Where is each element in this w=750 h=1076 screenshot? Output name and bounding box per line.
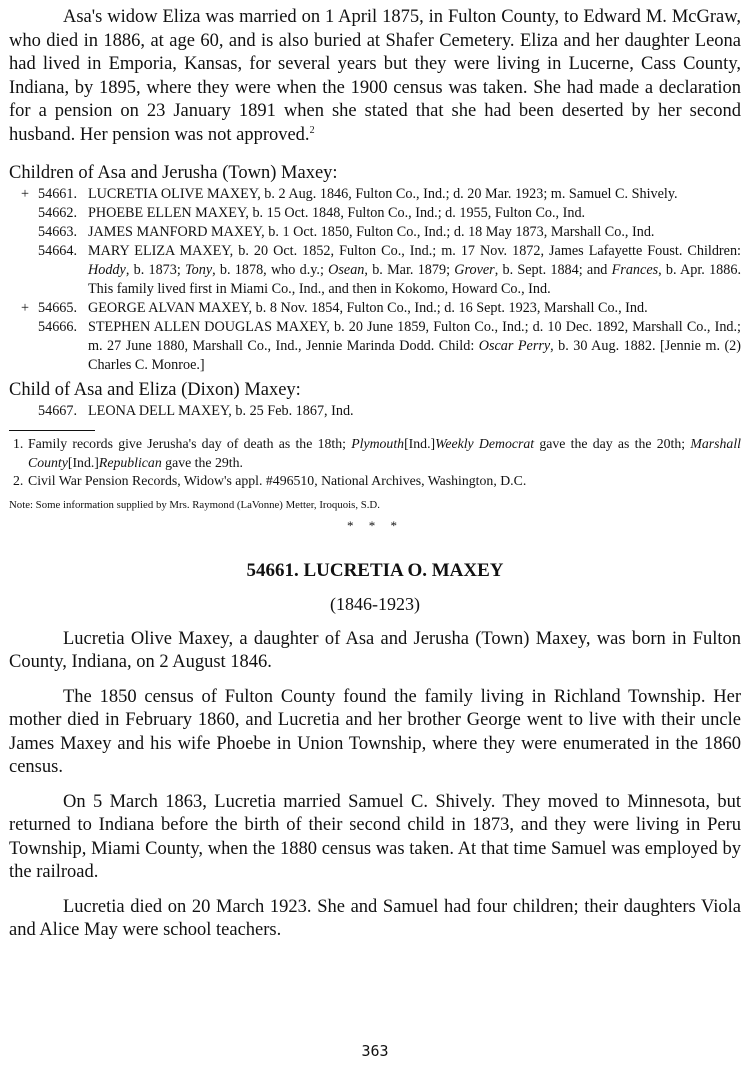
entry-text: JAMES MANFORD MAXEY, b. 1 Oct. 1850, Fulton Co., Ind.; d. 18 May 1873, Marshall Co., Ind.	[88, 224, 655, 240]
source-note: Note: Some information supplied by Mrs. Raymond (LaVonne) Metter, Iroquois, S.D.	[9, 498, 380, 511]
document-page	[9, 6, 741, 943]
body-paragraph: The 1850 census of Fulton County found the family living in Richland Township. Her mother died in February 1860, and Lucretia and her brother George went to live with their uncle James Maxey and his wife Phoebe in Union Township, where they were enumerated in the 1860 census.	[9, 686, 741, 777]
section-separator: * * *	[347, 517, 403, 533]
child-entry	[9, 185, 741, 204]
body-paragraph: Lucretia died on 20 March 1923. She and Samuel had four children; their daughters Viola and Alice May were school teachers.	[9, 896, 741, 940]
entry-text: LUCRETIA OLIVE MAXEY, b. 2 Aug. 1846, Fulton Co., Ind.; d. 20 Mar. 1923; m. Samuel C. Shively.	[88, 186, 678, 202]
entry-number: 54666.	[38, 319, 78, 335]
entry-number: 54665.	[38, 300, 78, 316]
child-entry	[9, 223, 741, 242]
body-paragraph: Lucretia Olive Maxey, a daughter of Asa and Jerusha (Town) Maxey, was born in Fulton County, Indiana, on 2 August 1846.	[9, 628, 741, 672]
page-number: 363	[361, 1042, 389, 1060]
entry-text: PHOEBE ELLEN MAXEY, b. 15 Oct. 1848, Fulton Co., Ind.; d. 1955, Fulton Co., Ind.	[88, 205, 586, 221]
entry-text: MARY ELIZA MAXEY, b. 20 Oct. 1852, Fulton Co., Ind.; m. 17 Nov. 1872, James Lafayette Foust. Children: Hoddy, b. 1873; Tony, b. 1878, who d.y.; Osean, b. Mar. 1879; Grover, b. Sept. 1884; and Frances, b. Apr. 1886. This family lived first in Miami Co., Ind., and then in Kokomo, Howard Co., Ind.	[88, 243, 741, 297]
section-title: 54661. LUCRETIA O. MAXEY	[246, 559, 504, 581]
descendant-marker: +	[21, 300, 30, 316]
footnote-number: 1.	[13, 436, 24, 451]
footnote: 1. Family records give Jerusha's day of death as the 18th; Plymouth[Ind.]Weekly Democrat gave the day as the 20th; Marshall County[Ind.]Republican gave the 29th.	[13, 436, 741, 470]
entry-text: GEORGE ALVAN MAXEY, b. 8 Nov. 1854, Fulton Co., Ind.; d. 16 Sept. 1923, Marshall Co., Ind.	[88, 300, 648, 316]
entry-number: 54664.	[38, 243, 78, 259]
child-entry	[9, 204, 741, 223]
children-heading-1: Children of Asa and Jerusha (Town) Maxey:	[9, 163, 338, 183]
footnote-number: 2.	[13, 473, 24, 488]
section-years: (1846-1923)	[330, 593, 420, 614]
entry-number: 54667.	[38, 403, 78, 419]
footnote-divider	[9, 430, 95, 431]
child-entry	[9, 318, 741, 375]
child-entry	[9, 299, 741, 318]
body-paragraph: On 5 March 1863, Lucretia married Samuel C. Shively. They moved to Minnesota, but returned to Indiana before the birth of their second child in 1873, and they were living in Peru Township, Miami County, when the 1880 census was taken. At that time Samuel was employed by the railroad.	[9, 791, 741, 882]
entry-number: 54662.	[38, 205, 78, 221]
child-entry	[9, 242, 741, 299]
child-entry	[9, 402, 741, 421]
entry-text: STEPHEN ALLEN DOUGLAS MAXEY, b. 20 June 1859, Fulton Co., Ind.; d. 10 Dec. 1892, Marshall Co., Ind.; m. 27 June 1880, Marshall Co., Ind., Jennie Marinda Dodd. Child: Oscar Perry, b. 30 Aug. 1882. [Jennie m. (2) Charles C. Monroe.]	[88, 319, 741, 373]
descendant-marker: +	[21, 186, 30, 202]
children-heading-2: Child of Asa and Eliza (Dixon) Maxey:	[9, 380, 301, 400]
footnote: 2. Civil War Pension Records, Widow's appl. #496510, National Archives, Washington, D.C.	[9, 472, 741, 491]
entry-text: LEONA DELL MAXEY, b. 25 Feb. 1867, Ind.	[88, 403, 354, 419]
intro-paragraph: Asa's widow Eliza was married on 1 April 1875, in Fulton County, to Edward M. McGraw, who died in 1886, at age 60, and is also buried at Shafer Cemetery. Eliza and her daughter Leona had lived in Emporia, Kansas, for several years but they were living in Lucerne, Cass County, Indiana, by 1895, where they were when the 1900 census was taken. She had made a declaration for a pension on 23 January 1891 when she stated that she had been deserted by her second husband. Her pension was not approved.$^2$	[9, 7, 741, 145]
entry-number: 54661.	[38, 186, 78, 202]
entry-number: 54663.	[38, 224, 78, 240]
footnote-ref: 2	[309, 124, 315, 136]
